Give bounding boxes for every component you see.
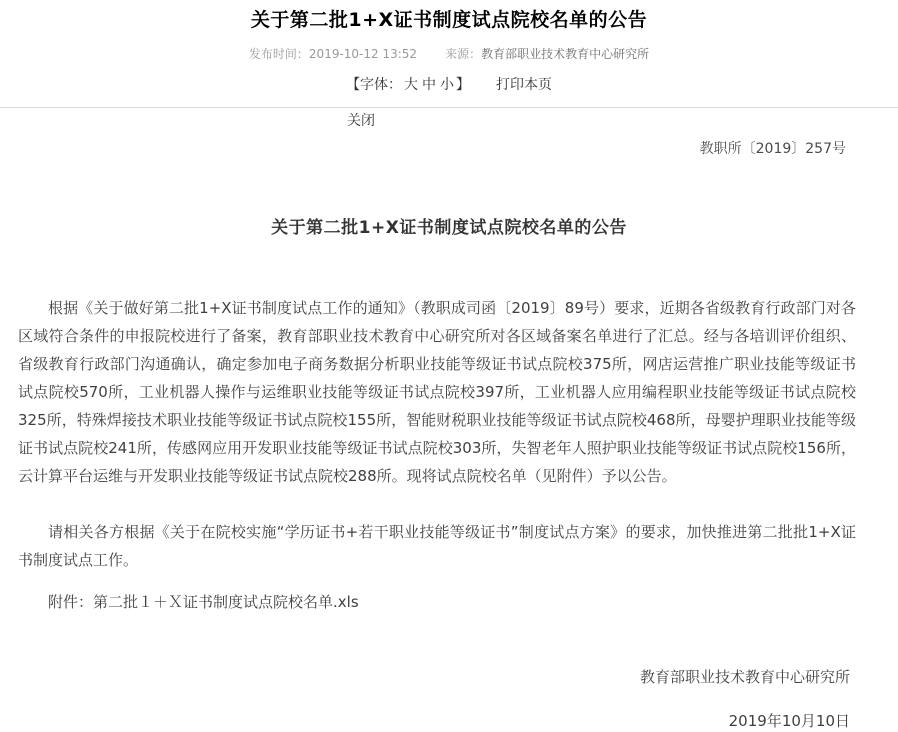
page-header (0, 0, 898, 107)
font-size-large-button[interactable]: 大 (404, 77, 418, 93)
document-title: 关于第二批1+X证书制度试点院校名单的公告 (271, 218, 627, 238)
paragraph: 根据《关于做好第二批1+X证书制度试点工作的通知》（教职成司函〔2019〕89号）要求，近期各省级教育行政部门对各区域符合条件的申报院校进行了备案，教育部职业技术教育中心研究所对各区域备案名单进行了汇总。经与各培训评价组织、省级教育行政部门沟通确认，确定参加电子商务数据分析职业技能等级证书试点院校375所，网店运营推广职业技能等级证书试点院校570所，工业机器人操作与运维职业技能等级证书试点院校397所，工业机器人应用编程职业技能等级证书试点院校325所，特殊焊接技术职业技能等级证书试点院校155所，智能财税职业技能等级证书试点院校468所，母婴护理职业技能等级证书试点院校241所，传感网应用开发职业技能等级证书试点院校303所，失智老年人照护职业技能等级证书试点院校156所，云计算平台运维与开发职业技能等级证书试点院校288所。现将试点院校名单（见附件）予以公告。 (18, 299, 856, 485)
attachment-row (18, 588, 856, 616)
font-control-row (0, 76, 898, 107)
meta-row (0, 46, 898, 62)
signature-org: 教育部职业技术教育中心研究所 (639, 668, 850, 686)
publish-time-value: 2019-10-12 13:52 (308, 47, 418, 61)
font-control-prefix: 【字体： (346, 77, 402, 93)
print-button[interactable]: 打印本页 (496, 77, 552, 93)
close-row (347, 112, 898, 130)
header-divider (0, 107, 898, 108)
document-number: 教职所〔2019〕257号 (699, 141, 846, 157)
signature-date: 2019年10月10日 (728, 712, 850, 730)
signature-block (0, 666, 898, 732)
publish-time-label: 发布时间： (248, 47, 309, 61)
font-control-suffix: 】 (456, 77, 470, 93)
close-button[interactable]: 关闭 (347, 113, 375, 129)
font-size-small-button[interactable]: 小 (440, 77, 454, 93)
font-size-medium-button[interactable]: 中 (422, 77, 436, 93)
source-value: 教育部职业技术教育中心研究所 (481, 47, 650, 61)
document-body (0, 294, 898, 616)
attachment-link[interactable]: 附件：第二批１＋Ｘ证书制度试点院校名单.xls (48, 593, 359, 611)
paragraph: 请相关各方根据《关于在院校实施“学历证书+若干职业技能等级证书”制度试点方案》的要求，加快推进第二批批1+X证书制度试点工作。 (18, 523, 856, 569)
page-title: 关于第二批1+X证书制度试点院校名单的公告 (250, 9, 648, 31)
source-label: 来源： (445, 47, 482, 61)
